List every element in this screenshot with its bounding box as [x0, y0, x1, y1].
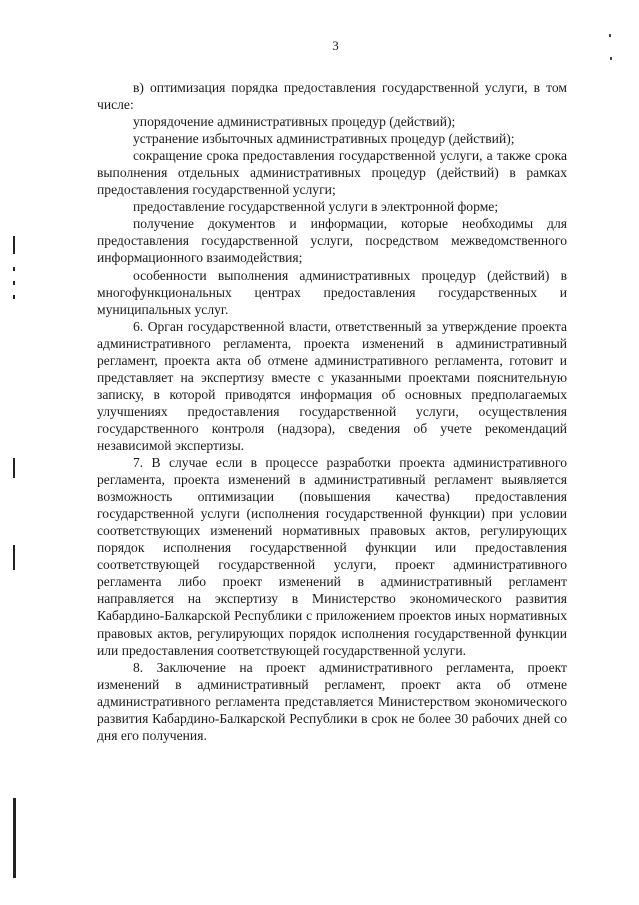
- scan-mark: [13, 798, 16, 878]
- scan-mark: [13, 267, 15, 271]
- list-item: устранение избыточных административных процедур (действий);: [133, 131, 515, 147]
- paragraph-8: 8. Заключение на проект административного регламента, проект изменений в административный регламент, проект акта об отмене административного регламента представляется Министерством экономического развития Кабардино-Балкарской Республики в срок не более 30 рабочих дней со дня его получения.: [97, 659, 567, 743]
- scan-mark: [13, 295, 15, 299]
- paragraph-6: 6. Орган государственной власти, ответственный за утверждение проекта административного регламента, проекта изменений в административный регламент, проекта акта об отмене административного регламента, готовит и представляет на экспертизу вместе с указанными проектами пояснительную записку, в которой приводятся информация об основных предполагаемых улучшениях предоставления государственной услуги, осуществления государственного контроля (надзора), сведения об учете рекомендаций независимой экспертизы.: [97, 318, 567, 453]
- list-item: упорядочение административных процедур (действий);: [133, 114, 456, 130]
- document-body: [97, 79, 567, 744]
- list-item: особенности выполнения административных процедур (действий) в многофункциональных центрах предоставления государственных и муниципальных услуг.: [97, 267, 567, 317]
- scan-mark: [13, 236, 15, 254]
- list-item: получение документов и информации, которые необходимы для предоставления государственной услуги, посредством межведомственного информационного взаимодействия;: [97, 216, 567, 266]
- scan-mark: [609, 34, 611, 37]
- scan-mark: [13, 281, 15, 285]
- list-item: предоставление государственной услуги в электронной форме;: [133, 199, 499, 215]
- paragraph: в) оптимизация порядка предоставления государственной услуги, в том числе:: [97, 80, 567, 113]
- list-item: сокращение срока предоставления государственной услуги, а также срока выполнения отдельных административных процедур (действий) в рамках предоставления государственной услуги;: [97, 148, 567, 198]
- page-number: 3: [332, 38, 339, 53]
- paragraph-7: 7. В случае если в процессе разработки проекта административного регламента, проекта изменений в административный регламент выявляется возможность оптимизации (повышения качества) предоставления государственной услуги (исполнения государственной функции) при условии соответствующих изменений нормативных правовых актов, регулирующих порядок исполнения государственной функции или предоставления соответствующей государственной услуги, проект административного регламента либо проект изменений в административный регламент направляется на экспертизу в Министерство экономического развития Кабардино-Балкарской Республики с приложением проектов иных нормативных правовых актов, регулирующих порядок исполнения государственной функции или предоставления соответствующей государственной услуги.: [97, 455, 567, 658]
- scan-mark: [13, 545, 15, 570]
- scan-mark: [13, 458, 15, 478]
- scan-mark: [610, 57, 612, 60]
